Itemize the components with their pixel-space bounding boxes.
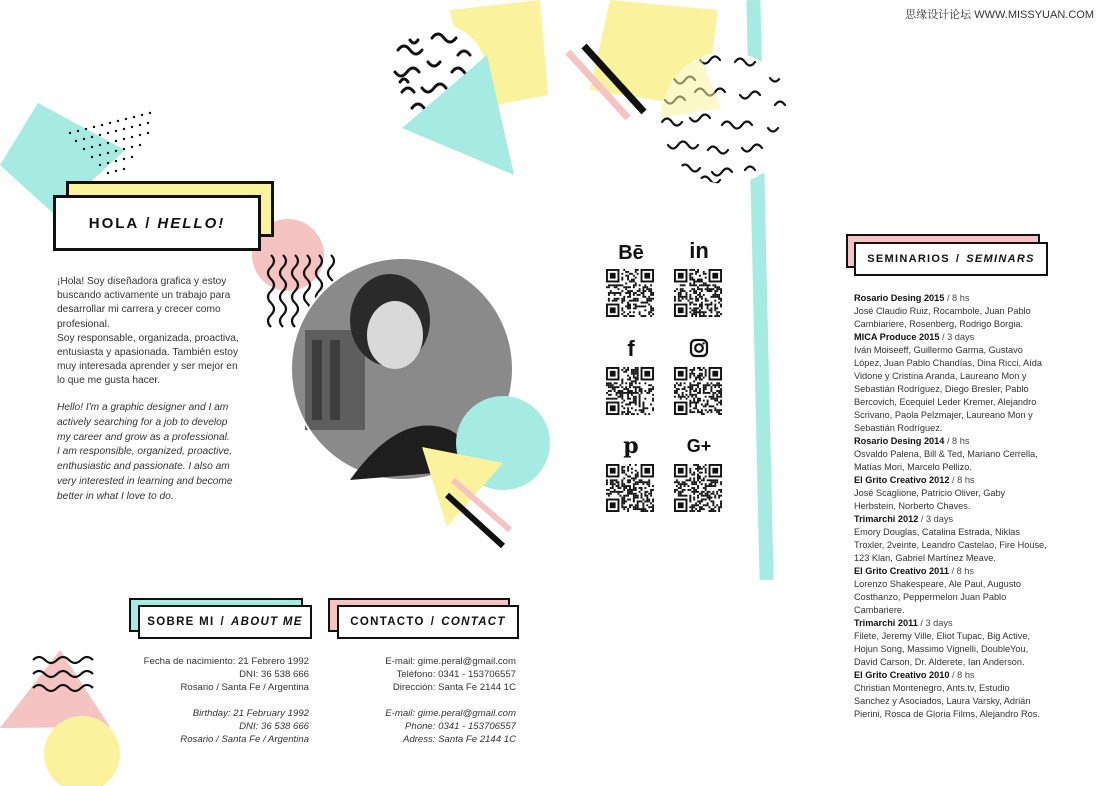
seminar-item	[854, 513, 1069, 565]
seminar-speakers-line: Osvaldo Palena, Bill & Ted, Mariano Cerrella,	[854, 449, 1038, 459]
seminar-name: El Grito Creativo 2011	[854, 566, 949, 576]
seminar-speakers-line: Filete, Jeremy Ville, Eliot Tupac, Big Active,	[854, 631, 1030, 641]
contact-title-sep: /	[430, 616, 436, 628]
birthdate-es: Fecha de nacimiento: 21 Febrero 1992	[143, 656, 309, 667]
seminar-name: Trimarchi 2012	[854, 514, 919, 524]
hello-title	[53, 195, 261, 251]
contact-spanish-info	[330, 655, 516, 695]
qr-code-googleplus[interactable]	[674, 464, 722, 512]
birthdate-en: Birthday: 21 February 1992	[192, 708, 309, 719]
address-es: Dirección: Santa Fe 2144 1C	[392, 682, 516, 694]
about-english-info	[130, 707, 309, 747]
seminar-heading	[854, 669, 1069, 682]
seminar-speakers-line: Vidone y Cristina Aranda, Laureano Mon y	[854, 371, 1027, 381]
seminar-item	[854, 292, 1069, 331]
seminars-title	[854, 242, 1048, 276]
pinterest-icon[interactable]: p	[623, 433, 639, 459]
seminar-duration: / 3 days	[918, 514, 954, 524]
dni-es: DNI: 36 538 666	[239, 669, 309, 681]
seminars-title-sep: /	[955, 253, 961, 265]
facebook-icon[interactable]: f	[627, 336, 635, 361]
qr-code-behance[interactable]	[606, 269, 654, 317]
seminar-item	[854, 669, 1069, 721]
hello-es-line: profesional.	[57, 318, 110, 330]
seminar-speakers-line: Christian Montenegro, Ants.tv, Estudio	[854, 683, 1010, 693]
seminar-speakers-line: Hojun Song, Massimo Vignelli, DoubleYou,	[854, 644, 1029, 654]
contact-title	[337, 605, 519, 639]
hello-es-line: desarrollar mi carrera y crecer como	[57, 304, 221, 316]
hello-en-line: actively searching for a job to develop	[57, 416, 228, 428]
seminar-heading	[854, 513, 1069, 526]
seminar-duration: / 8 hs	[949, 670, 975, 680]
about-title-alt: ABOUT ME	[231, 616, 303, 628]
seminar-name: MICA Produce 2015	[854, 332, 940, 342]
seminar-duration: / 3 days	[939, 332, 975, 342]
seminars-title-alt: SEMINARS	[966, 253, 1035, 265]
hello-es-line: entusiasta y apasionada. También estoy	[57, 347, 239, 359]
seminar-speakers-line: Scrivano, Paola Pelzmajer, Laureano Mon y	[854, 410, 1033, 420]
qr-code-pinterest[interactable]	[606, 464, 654, 512]
seminar-speakers-line: Herbstein, Norberto Chaves.	[854, 501, 971, 511]
hello-title-alt: HELLO!	[157, 214, 226, 232]
location-en: Rosario / Santa Fe / Argentina	[180, 734, 309, 746]
seminar-speakers-line: Bercovich, Ecequiel Leder Kremer, Alejandro	[854, 397, 1037, 407]
contact-title-main: CONTACTO	[350, 616, 425, 628]
seminar-heading	[854, 565, 1069, 578]
location-es: Rosario / Santa Fe / Argentina	[180, 682, 309, 694]
behance-icon[interactable]: Bē	[618, 241, 644, 264]
seminar-name: El Grito Creativo 2012	[854, 475, 950, 485]
seminar-speakers-line: Costhanzo, Peppermelon Juan Pablo	[854, 592, 1007, 602]
hello-spanish-text	[57, 275, 267, 389]
linkedin-icon[interactable]: in	[689, 238, 709, 263]
seminar-speakers-line: Cambariere.	[854, 605, 905, 615]
seminar-item	[854, 565, 1069, 617]
hello-en-line: better in what I love to do.	[57, 490, 174, 502]
address-en: Adress: Santa Fe 2144 1C	[402, 734, 516, 746]
seminar-item	[854, 617, 1069, 669]
googleplus-icon[interactable]: G+	[686, 435, 712, 456]
seminar-name: El Grito Creativo 2010	[854, 670, 950, 680]
dni-en: DNI: 36 538 666	[239, 721, 309, 733]
hello-en-line: my career and grow as a professional.	[57, 431, 230, 443]
hello-es-line: Soy responsable, organizada, proactiva,	[57, 332, 239, 344]
email-es[interactable]: E-mail: gime.peral@gmail.com	[385, 656, 516, 667]
seminar-list	[854, 292, 1069, 721]
seminar-speakers-line: Emory Douglas, Catalina Estrada, Niklas	[854, 527, 1020, 537]
about-title-sep: /	[220, 616, 226, 628]
hello-es-line: buscando activamente un trabajo para	[57, 290, 231, 302]
hello-title-sep: /	[145, 214, 152, 232]
seminar-speakers-line: Sebastián Rodríguez, Diego Bresler, Pablo	[854, 384, 1029, 394]
hello-es-line: muy interesada aprender y ser mejor en	[57, 361, 238, 373]
seminar-duration: / 8 hs	[944, 293, 970, 303]
seminar-speakers-line: José Scaglione, Patricio Oliver, Gaby	[854, 488, 1006, 498]
seminar-duration: / 8 hs	[949, 475, 975, 485]
seminar-name: Rosario Desing 2014	[854, 436, 945, 446]
seminar-speakers-line: Troxler, 2veinte, Leandro Castelao, Fire House,	[854, 540, 1047, 550]
seminar-speakers-line: Pierini, Rosca de Gloria Films, Alejandro Ros.	[854, 709, 1040, 719]
seminar-heading	[854, 474, 1069, 487]
seminar-duration: / 8 hs	[948, 566, 975, 576]
seminar-heading	[854, 435, 1069, 448]
seminar-speakers-line: Lorenzo Shakespeare, Ale Paul, Augusto	[854, 579, 1022, 589]
hello-en-line: very interested in learning and become	[57, 475, 233, 487]
seminar-name: Rosario Desing 2015	[854, 293, 945, 303]
qr-code-facebook[interactable]	[606, 367, 654, 415]
qr-code-instagram[interactable]	[674, 367, 722, 415]
seminar-speakers-line: Matías Mori, Marcelo Pellizo.	[854, 462, 972, 472]
hello-english-text	[57, 401, 272, 505]
seminar-heading	[854, 617, 1069, 630]
seminar-heading	[854, 292, 1069, 305]
seminar-speakers-line: Iván Moiseeff, Guillermo Garma, Gustavo	[854, 345, 1023, 355]
contact-title-alt: CONTACT	[441, 616, 506, 628]
instagram-icon[interactable]	[674, 337, 724, 359]
hello-en-line: Hello! I'm a graphic designer and I am	[57, 402, 229, 413]
qr-code-linkedin[interactable]	[674, 269, 722, 317]
seminar-item	[854, 435, 1069, 474]
seminar-item	[854, 331, 1069, 435]
watermark-text: 思缘设计论坛 WWW.MISSYUAN.COM	[905, 9, 1094, 21]
seminar-speakers-line: David Carson, Dr. Alderete, Ian Anderson.	[854, 657, 1025, 667]
seminar-duration: / 3 days	[917, 618, 953, 628]
seminar-name: Trimarchi 2011	[854, 618, 918, 628]
seminar-speakers-line: Sebastián Rodríguez.	[854, 423, 943, 433]
hello-es-line: lo que me gusta hacer.	[57, 375, 161, 387]
hello-es-line: ¡Hola! Soy diseñadora grafica y estoy	[57, 276, 227, 287]
seminar-speakers-line: 123 Klan, Gabriel Martínez Meave.	[854, 553, 996, 563]
email-en[interactable]: E-mail: gime.peral@gmail.com	[385, 708, 516, 719]
seminar-speakers-line: López, Juan Pablo Chandías, Dina Ricci, Aída	[854, 358, 1042, 368]
seminars-title-main: SEMINARIOS	[867, 253, 950, 265]
seminar-duration: / 8 hs	[944, 436, 970, 446]
seminar-speakers-line: Sanchez y Asociados, Laura Varsky, Adrián	[854, 696, 1031, 706]
about-title	[138, 605, 312, 639]
hello-title-main: HOLA	[88, 214, 140, 232]
contact-english-info	[330, 707, 516, 747]
phone-es: Teléfono: 0341 - 153706557	[396, 669, 516, 681]
seminar-speakers-line: Cambiariere, Rosenberg, Rodrigo Borgia.	[854, 319, 1024, 329]
phone-en: Phone: 0341 - 153706557	[405, 721, 516, 733]
about-title-main: SOBRE MI	[147, 616, 215, 628]
hello-en-line: I am responsible, organized, proactive,	[57, 446, 232, 458]
seminar-heading	[854, 331, 1069, 344]
seminar-item	[854, 474, 1069, 513]
about-spanish-info	[130, 655, 309, 695]
hello-en-line: enthusiastic and passionate. I also am	[57, 461, 230, 473]
seminar-speakers-line: José Claudio Ruiz, Rocambole, Juan Pablo	[854, 306, 1031, 316]
